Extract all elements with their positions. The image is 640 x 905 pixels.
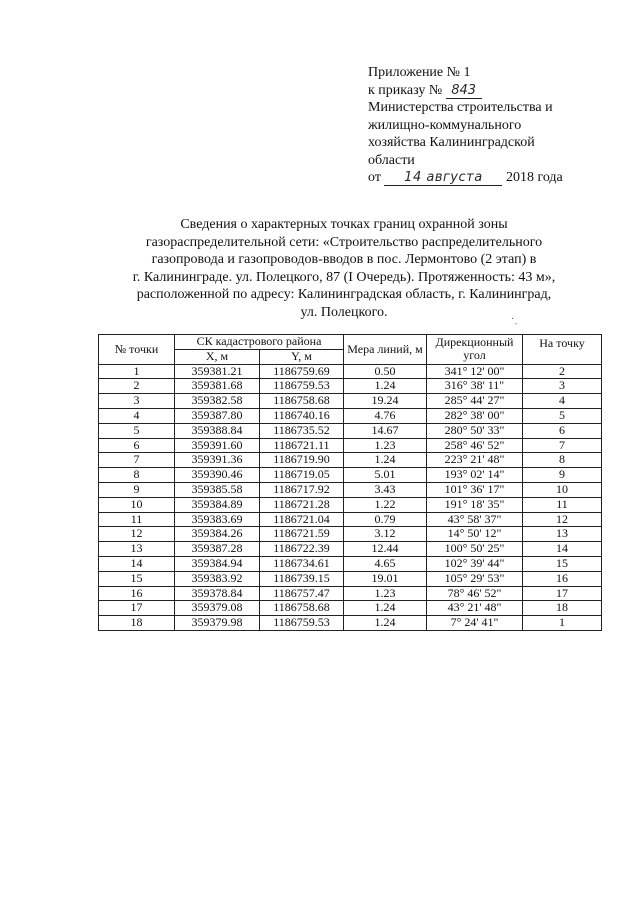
date-handwritten: 14 августа <box>384 171 502 186</box>
cell-point: 14 <box>99 556 175 571</box>
cell-point: 1 <box>99 364 175 379</box>
table-body <box>99 364 602 630</box>
header-to-point: На точку <box>523 335 602 365</box>
cell-y: 1186719.90 <box>260 453 344 468</box>
title-line: газопровода и газопроводов-вводов в пос. Лермонтово (2 этап) в <box>151 252 537 268</box>
cell-to-point: 14 <box>523 542 602 557</box>
cell-x: 359382.58 <box>175 394 260 409</box>
cell-x: 359391.36 <box>175 453 260 468</box>
title-line: газораспределительной сети: «Строительство распределительного <box>145 234 543 250</box>
cell-measure: 1.24 <box>344 601 427 616</box>
cell-y: 1186734.61 <box>260 556 344 571</box>
cell-measure: 4.65 <box>344 556 427 571</box>
cell-to-point: 12 <box>523 512 602 527</box>
cell-y: 1186758.68 <box>260 394 344 409</box>
cell-measure: 19.24 <box>344 394 427 409</box>
table-row <box>99 586 602 601</box>
header-point: № точки <box>99 335 175 365</box>
header-angle: Дирекционный угол <box>427 335 523 365</box>
cell-measure: 12.44 <box>344 542 427 557</box>
cell-point: 6 <box>99 438 175 453</box>
header-measure: Мера линий, м <box>344 335 427 365</box>
title-line: ул. Полецкого. <box>300 304 388 320</box>
cell-to-point: 8 <box>523 453 602 468</box>
cell-y: 1186759.69 <box>260 364 344 379</box>
cell-x: 359388.84 <box>175 423 260 438</box>
document-title <box>96 216 592 322</box>
cell-point: 3 <box>99 394 175 409</box>
cell-to-point: 13 <box>523 527 602 542</box>
header-x: Х, м <box>175 349 260 364</box>
title-line: г. Калининграде. ул. Полецкого, 87 (I Очередь). Протяженность: 43 м», <box>132 269 556 285</box>
cell-to-point: 5 <box>523 408 602 423</box>
table-row <box>99 571 602 586</box>
table-row <box>99 453 602 468</box>
appendix-title: Приложение № 1 <box>368 65 471 80</box>
date-suffix: 2018 года <box>505 170 563 185</box>
cell-to-point: 4 <box>523 394 602 409</box>
table-row <box>99 512 602 527</box>
cell-point: 5 <box>99 423 175 438</box>
cell-x: 359391.60 <box>175 438 260 453</box>
title-line: Сведения о характерных точках границ охранной зоны <box>180 217 508 232</box>
table-row <box>99 482 602 497</box>
cell-x: 359383.69 <box>175 512 260 527</box>
cell-y: 1186717.92 <box>260 482 344 497</box>
cell-measure: 1.23 <box>344 586 427 601</box>
cell-point: 13 <box>99 542 175 557</box>
cell-measure: 1.24 <box>344 616 427 631</box>
cell-measure: 1.24 <box>344 453 427 468</box>
cell-measure: 4.76 <box>344 408 427 423</box>
cell-angle: 223° 21' 48" <box>427 453 523 468</box>
cell-angle: 43° 21' 48" <box>427 601 523 616</box>
cell-measure: 1.23 <box>344 438 427 453</box>
header-y: Y, м <box>260 349 344 364</box>
title-line: расположенной по адресу: Калининградская область, г. Калининград, <box>136 287 552 303</box>
cell-point: 7 <box>99 453 175 468</box>
cell-point: 15 <box>99 571 175 586</box>
cell-measure: 5.01 <box>344 468 427 483</box>
scan-speck: ·ˎ <box>511 314 518 325</box>
table-row <box>99 364 602 379</box>
cell-y: 1186721.28 <box>260 497 344 512</box>
cell-point: 18 <box>99 616 175 631</box>
order-prefix: к приказу № <box>368 82 443 98</box>
cell-x: 359379.08 <box>175 601 260 616</box>
cell-point: 9 <box>99 482 175 497</box>
cell-measure: 1.22 <box>344 497 427 512</box>
cell-measure: 1.24 <box>344 379 427 394</box>
cell-point: 16 <box>99 586 175 601</box>
cell-angle: 78° 46' 52" <box>427 586 523 601</box>
cell-angle: 100° 50' 25" <box>427 542 523 557</box>
order-line <box>368 82 608 100</box>
cell-angle: 14° 50' 12" <box>427 527 523 542</box>
cell-y: 1186721.11 <box>260 438 344 453</box>
date-line <box>368 169 608 187</box>
cell-to-point: 6 <box>523 423 602 438</box>
cell-y: 1186758.68 <box>260 601 344 616</box>
cell-angle: 101° 36' 17" <box>427 482 523 497</box>
cell-to-point: 16 <box>523 571 602 586</box>
header-coordinate-system: СК кадастрового района <box>175 335 344 350</box>
ministry-line-4: области <box>368 152 415 168</box>
ministry-line-3: хозяйства Калининградской <box>368 135 535 150</box>
cell-x: 359387.80 <box>175 408 260 423</box>
table-row <box>99 423 602 438</box>
cell-angle: 102° 39' 44" <box>427 556 523 571</box>
cell-angle: 7° 24' 41" <box>427 616 523 631</box>
cell-y: 1186757.47 <box>260 586 344 601</box>
cell-point: 4 <box>99 408 175 423</box>
cell-x: 359381.21 <box>175 364 260 379</box>
cell-x: 359385.58 <box>175 482 260 497</box>
table-row <box>99 438 602 453</box>
cell-y: 1186719.05 <box>260 468 344 483</box>
cell-angle: 285° 44' 27" <box>427 394 523 409</box>
ministry-line-2: жилищно-коммунального <box>368 117 522 133</box>
cell-measure: 0.50 <box>344 364 427 379</box>
cell-x: 359384.26 <box>175 527 260 542</box>
cell-point: 12 <box>99 527 175 542</box>
cell-point: 11 <box>99 512 175 527</box>
table-row <box>99 542 602 557</box>
cell-point: 8 <box>99 468 175 483</box>
cell-measure: 14.67 <box>344 423 427 438</box>
cell-x: 359383.92 <box>175 571 260 586</box>
cell-to-point: 18 <box>523 601 602 616</box>
cell-y: 1186722.39 <box>260 542 344 557</box>
cell-angle: 258° 46' 52" <box>427 438 523 453</box>
cell-angle: 341° 12' 00" <box>427 364 523 379</box>
cell-to-point: 17 <box>523 586 602 601</box>
cell-y: 1186759.53 <box>260 616 344 631</box>
cell-point: 10 <box>99 497 175 512</box>
cell-angle: 282° 38' 00" <box>427 408 523 423</box>
cell-point: 17 <box>99 601 175 616</box>
cell-measure: 3.12 <box>344 527 427 542</box>
cell-measure: 3.43 <box>344 482 427 497</box>
cell-angle: 43° 58' 37" <box>427 512 523 527</box>
cell-y: 1186735.52 <box>260 423 344 438</box>
cell-to-point: 7 <box>523 438 602 453</box>
cell-angle: 193° 02' 14" <box>427 468 523 483</box>
cell-y: 1186721.04 <box>260 512 344 527</box>
cell-x: 359384.94 <box>175 556 260 571</box>
cell-to-point: 1 <box>523 616 602 631</box>
cell-to-point: 15 <box>523 556 602 571</box>
cell-angle: 105° 29' 53" <box>427 571 523 586</box>
cell-to-point: 11 <box>523 497 602 512</box>
cell-measure: 0.79 <box>344 512 427 527</box>
table-row <box>99 379 602 394</box>
cell-x: 359379.98 <box>175 616 260 631</box>
table-row <box>99 497 602 512</box>
table-row <box>99 408 602 423</box>
table-row <box>99 616 602 631</box>
cell-y: 1186759.53 <box>260 379 344 394</box>
cell-angle: 191° 18' 35" <box>427 497 523 512</box>
cell-to-point: 3 <box>523 379 602 394</box>
date-prefix: от <box>368 170 381 185</box>
cell-to-point: 9 <box>523 468 602 483</box>
table-row <box>99 394 602 409</box>
cell-x: 359384.89 <box>175 497 260 512</box>
cell-y: 1186721.59 <box>260 527 344 542</box>
appendix-block <box>368 64 608 187</box>
table-row <box>99 468 602 483</box>
cell-measure: 19.01 <box>344 571 427 586</box>
ministry-line-1: Министерства строительства и <box>368 100 553 115</box>
cell-x: 359381.68 <box>175 379 260 394</box>
cell-x: 359387.28 <box>175 542 260 557</box>
cell-to-point: 10 <box>523 482 602 497</box>
table-row <box>99 601 602 616</box>
coordinates-table <box>98 334 602 631</box>
table-row <box>99 556 602 571</box>
cell-point: 2 <box>99 379 175 394</box>
order-number-handwritten: 843 <box>446 84 482 99</box>
cell-x: 359378.84 <box>175 586 260 601</box>
table-row <box>99 527 602 542</box>
cell-angle: 280° 50' 33" <box>427 423 523 438</box>
cell-x: 359390.46 <box>175 468 260 483</box>
cell-to-point: 2 <box>523 364 602 379</box>
cell-y: 1186740.16 <box>260 408 344 423</box>
cell-angle: 316° 38' 11" <box>427 379 523 394</box>
cell-y: 1186739.15 <box>260 571 344 586</box>
